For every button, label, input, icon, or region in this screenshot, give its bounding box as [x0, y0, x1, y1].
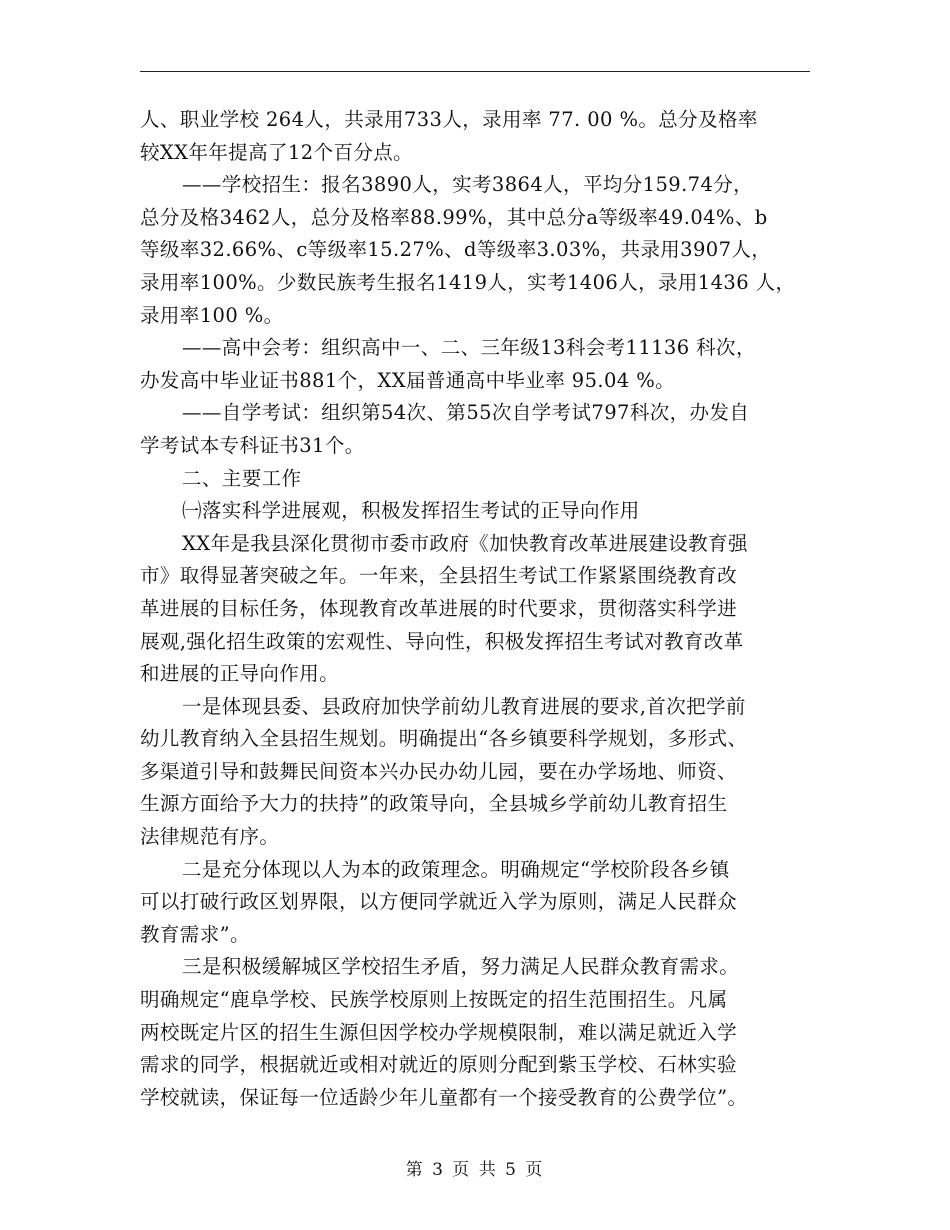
text-line: 三是积极缓解城区学校招生矛盾，努力满足人民群众教育需求。 [182, 955, 740, 979]
text-line: 录用率100%。少数民族考生报名1419人，实考1406人，录用1436 人， [140, 270, 796, 294]
text-line: 和进展的正导向作用。 [140, 662, 340, 686]
text-line: 多渠道引导和鼓舞民间资本兴办民办幼儿园，要在办学场地、师资、 [140, 759, 738, 783]
text-line: 人、职业学校 264人，共录用733人，录用率 77. 00 %。总分及格率 [140, 108, 758, 131]
text-line: 可以打破行政区划界限，以方便同学就近入学为原则，满足人民群众 [140, 890, 738, 914]
text-line: 学考试本专科证书31个。 [140, 433, 365, 457]
text-line: 生源方面给予大力的扶持”的政策导向，全县城乡学前幼儿教育招生 [140, 792, 728, 816]
text-line: 办发高中毕业证书881个，XX届普通高中毕业率 95.04 %。 [140, 368, 676, 392]
text-line: XX年是我县深化贯彻市委市政府《加快教育改革进展建设教育强 [182, 531, 748, 555]
text-line: 等级率32.66%、c等级率15.27%、d等级率3.03%，共录用3907人， [140, 238, 772, 262]
text-line: ——自学考试：组织第54次、第55次自学考试797科次，办发自 [182, 401, 750, 425]
text-line: 需求的同学，根据就近或相对就近的原则分配到紫玉学校、石林实验 [140, 1053, 738, 1077]
document-body [140, 104, 830, 1114]
text-line: 教育需求”。 [140, 922, 250, 946]
text-line: 较XX年年提高了12个百分点。 [140, 140, 414, 164]
section-heading: 二、主要工作 [182, 466, 302, 490]
text-line: 市》取得显著突破之年。一年来，全县招生考试工作紧紧围绕教育改 [140, 564, 738, 588]
text-line: 二是充分体现以人为本的政策理念。明确规定“学校阶段各乡镇 [182, 857, 730, 881]
text-line: 录用率100 %。 [140, 303, 284, 327]
text-line: ——高中会考：组织高中一、二、三年级13科会考11136 科次， [182, 336, 756, 360]
text-line: 展观,强化招生政策的宏观性、导向性，积极发挥招生考试对教育改革 [140, 629, 744, 653]
subsection-heading: ㈠落实科学进展观，积极发挥招生考试的正导向作用 [182, 499, 640, 523]
text-line: 总分及格3462人，总分及格率88.99%，其中总分a等级率49.04%、b [140, 205, 768, 229]
text-line: 明确规定“鹿阜学校、民族学校原则上按既定的招生范围招生。凡属 [140, 988, 728, 1012]
text-line: 法律规范有序。 [140, 825, 280, 849]
header-rule [140, 71, 810, 72]
text-line: 幼儿教育纳入全县招生规划。明确提出“各乡镇要科学规划，多形式、 [140, 727, 748, 751]
text-line: 两校既定片区的招生生源但因学校办学规模限制，难以满足就近入学 [140, 1020, 738, 1044]
text-line: 一是体现县委、县政府加快学前幼儿教育进展的要求,首次把学前 [182, 694, 746, 718]
text-line: 学校就读，保证每一位适龄少年儿童都有一个接受教育的公费学位”。 [140, 1085, 748, 1109]
text-line: 革进展的目标任务，体现教育改革进展的时代要求，贯彻落实科学进 [140, 596, 738, 620]
text-line: ——学校招生：报名3890人，实考3864人，平均分159.74分， [182, 173, 754, 197]
page-number-footer: 第 3 页 共 5 页 [405, 1160, 545, 1180]
